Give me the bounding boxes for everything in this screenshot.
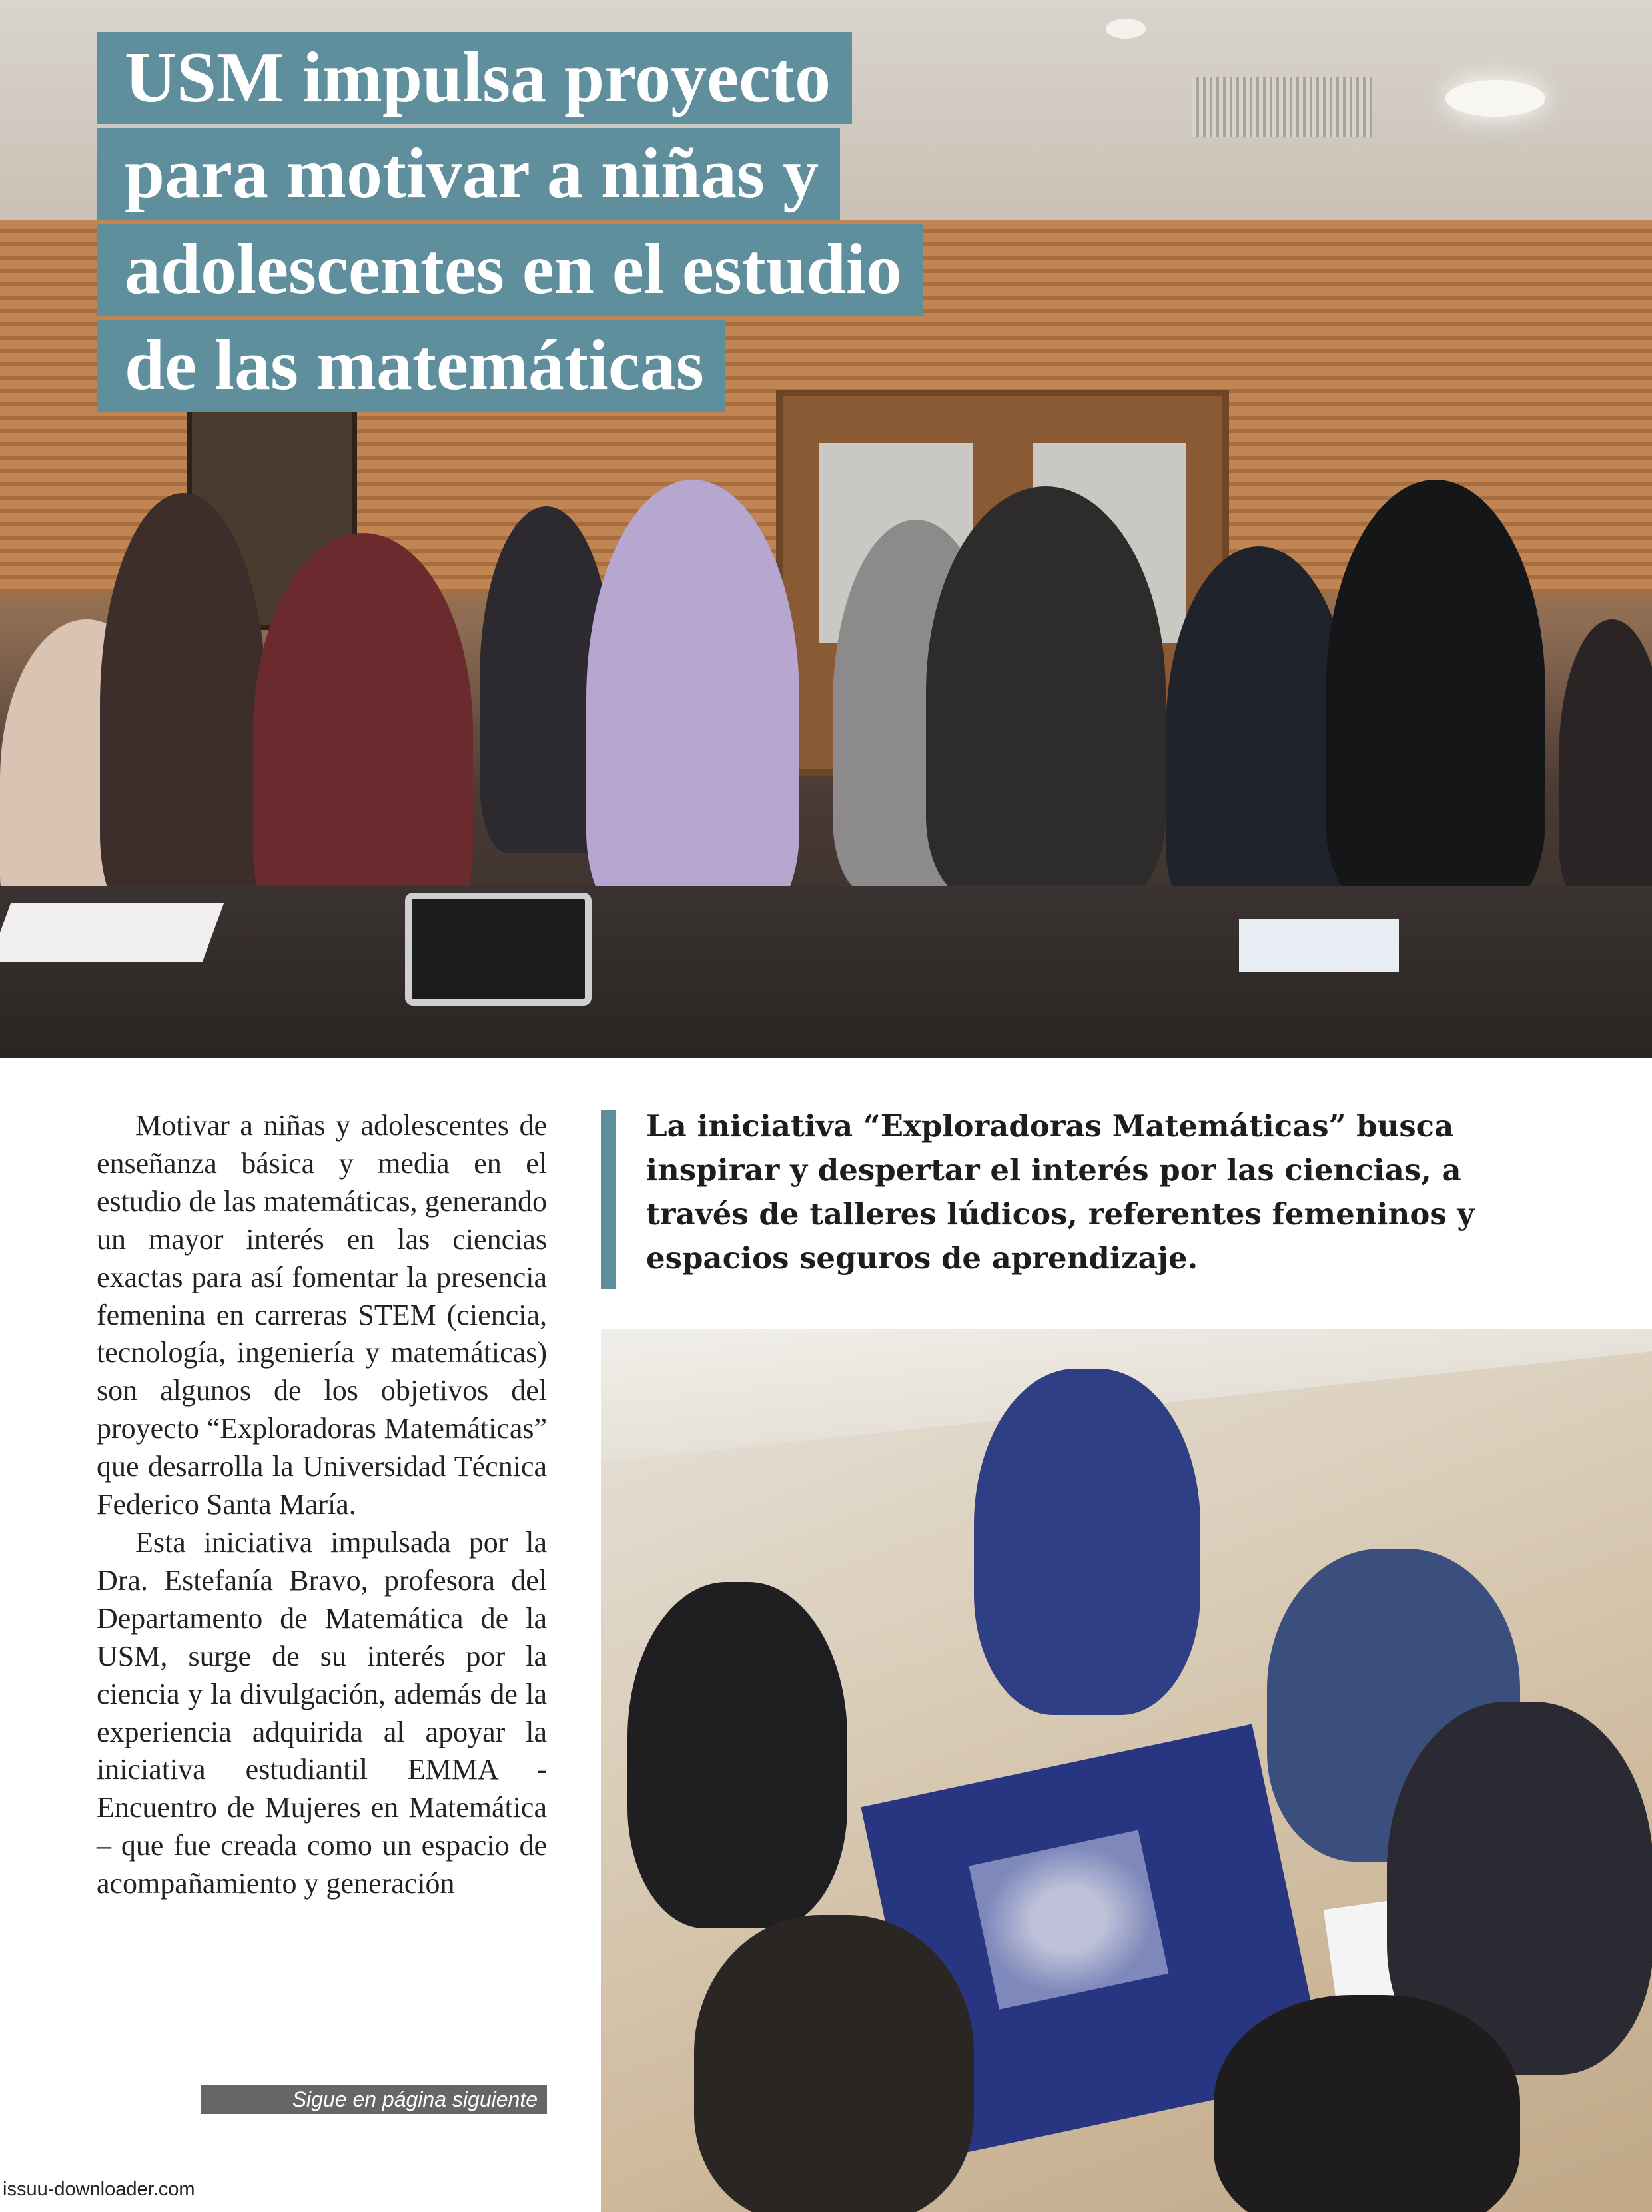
hero-table — [0, 886, 1652, 1058]
watermark: issuu-downloader.com — [3, 2179, 195, 2200]
hero-game-board-left — [0, 903, 224, 962]
hero-tablet — [405, 893, 592, 1006]
hero-ceiling-light-small — [1106, 19, 1146, 39]
hero-vent — [1192, 77, 1372, 137]
continue-label: Sigue en página siguiente — [292, 2087, 538, 2111]
workshop-photo — [601, 1329, 1652, 2212]
workshop-student-bottom-left — [694, 1915, 974, 2212]
hero-students-group — [0, 466, 1652, 932]
headline-line-3: adolescentes en el estudio — [97, 224, 923, 316]
hero-game-board-right — [1239, 919, 1399, 972]
workshop-student-left — [627, 1582, 847, 1928]
body-paragraph-2: Esta iniciativa impulsada por la Dra. Estefanía Bravo, profesora del Departamento de Matemática de la USM, surge de su interés por la ciencia y la divulgación, además de la experiencia adquirida al apoyar la iniciativa estudiantil EMMA - Encuentro de Mujeres en Matemática – que fue creada como un espacio de acompañamiento y generación — [97, 1525, 547, 1900]
article-body — [97, 1107, 547, 1903]
hero-ceiling-light — [1446, 80, 1545, 117]
pull-quote-bar — [601, 1110, 616, 1289]
pull-quote: La iniciativa “Exploradoras Matemáticas” busca inspirar y despertar el interés por las ciencias, a través de talleres lúdicos, referentes femeninos y espacios seguros de aprendizaje. — [646, 1108, 1475, 1276]
headline-line-2: para motivar a niñas y — [97, 128, 840, 220]
headline — [97, 32, 923, 416]
workshop-student-bottom-right — [1214, 1995, 1520, 2212]
continue-bar — [201, 2085, 547, 2114]
headline-line-1: USM impulsa proyecto — [97, 32, 852, 124]
body-paragraph-1: Motivar a niñas y adolescentes de enseñanza básica y media en el estudio de las matemáticas, generando un mayor interés en las ciencias exactas para así fomentar la presencia femenina en carreras STEM (ciencia, tecnología, ingeniería y matemáticas) son algunos de los objetivos del proyecto “Exploradoras Matemáticas” que desarrolla la Universidad Técnica Federico Santa María. — [97, 1109, 547, 1521]
workshop-student-top — [974, 1369, 1200, 1715]
headline-line-4: de las matemáticas — [97, 320, 725, 412]
